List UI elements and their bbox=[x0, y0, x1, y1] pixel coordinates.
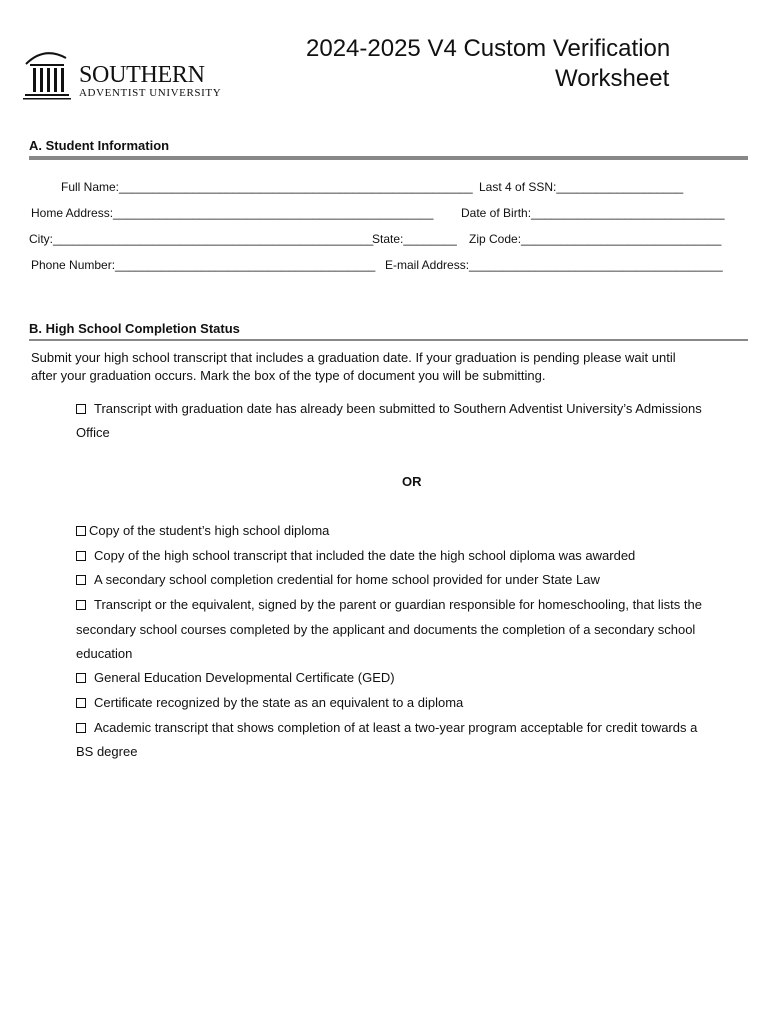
title-line-2: Worksheet bbox=[555, 65, 670, 92]
option-label: Copy of the high school transcript that included the date the high school diploma was awarded bbox=[94, 548, 636, 563]
option-academic-transcript[interactable] bbox=[76, 720, 697, 735]
option-continuation: BS degree bbox=[76, 744, 138, 759]
option-label: A secondary school completion credential for home school provided for under State Law bbox=[94, 572, 600, 587]
checkbox[interactable] bbox=[76, 723, 86, 733]
option-homeschool-transcript[interactable] bbox=[76, 597, 702, 612]
title-line-1: 2024-2025 V4 Custom Verification bbox=[306, 35, 671, 62]
city-field[interactable]: City:________________________________________________ bbox=[29, 232, 374, 246]
option-label: Transcript or the equivalent, signed by the parent or guardian responsible for homeschooling, that lists the bbox=[94, 597, 702, 612]
section-a-divider bbox=[29, 156, 748, 160]
university-logo bbox=[22, 48, 222, 104]
option-label: Academic transcript that shows completion of at least a two-year program acceptable for credit towards a bbox=[94, 720, 698, 735]
option-label: Certificate recognized by the state as an equivalent to a diploma bbox=[94, 695, 464, 710]
full-name-field[interactable]: Full Name:_____________________________________________________ bbox=[61, 180, 473, 194]
option-label: Transcript with graduation date has already been submitted to Southern Adventist University’s Admissions bbox=[94, 401, 702, 416]
checkbox[interactable] bbox=[76, 698, 86, 708]
logo-subtitle: ADVENTIST UNIVERSITY bbox=[79, 87, 222, 99]
option-continuation: education bbox=[76, 646, 133, 661]
phone-number-field[interactable]: Phone Number:_______________________________________ bbox=[31, 258, 376, 272]
option-transcript-with-date[interactable] bbox=[76, 548, 635, 563]
zip-code-field[interactable]: Zip Code:______________________________ bbox=[469, 232, 722, 246]
checkbox[interactable] bbox=[76, 673, 86, 683]
option-label: General Education Developmental Certificate (GED) bbox=[94, 670, 395, 685]
option-home-school-credential[interactable] bbox=[76, 572, 600, 587]
checkbox[interactable] bbox=[76, 526, 86, 536]
option-already-submitted[interactable] bbox=[76, 401, 702, 416]
instructions-line-1: Submit your high school transcript that includes a graduation date. If your graduation is pending please wait until bbox=[31, 350, 676, 365]
option-ged[interactable] bbox=[76, 670, 395, 685]
section-a-heading: A. Student Information bbox=[29, 138, 170, 153]
checkbox[interactable] bbox=[76, 575, 86, 585]
option-label: Copy of the student’s high school diploma bbox=[89, 523, 330, 538]
building-columns-icon bbox=[22, 48, 78, 104]
section-b-divider bbox=[29, 339, 748, 341]
option-state-certificate[interactable] bbox=[76, 695, 463, 710]
checkbox[interactable] bbox=[76, 404, 86, 414]
or-separator: OR bbox=[402, 474, 422, 489]
section-b-heading: B. High School Completion Status bbox=[29, 321, 240, 336]
option-continuation: secondary school courses completed by the applicant and documents the completion of a secondary school bbox=[76, 622, 696, 637]
option-diploma[interactable] bbox=[76, 523, 329, 538]
logo-name: SOUTHERN bbox=[79, 62, 205, 88]
option-continuation: Office bbox=[76, 425, 110, 440]
home-address-field[interactable]: Home Address:________________________________________________ bbox=[31, 206, 434, 220]
date-of-birth-field[interactable]: Date of Birth:_____________________________ bbox=[461, 206, 725, 220]
ssn-field[interactable]: Last 4 of SSN:___________________ bbox=[479, 180, 684, 194]
instructions-line-2: after your graduation occurs. Mark the box of the type of document you will be submitting. bbox=[31, 368, 546, 383]
checkbox[interactable] bbox=[76, 551, 86, 561]
state-field[interactable]: State:________ bbox=[372, 232, 457, 246]
email-field[interactable]: E-mail Address:______________________________________ bbox=[385, 258, 723, 272]
checkbox[interactable] bbox=[76, 600, 86, 610]
